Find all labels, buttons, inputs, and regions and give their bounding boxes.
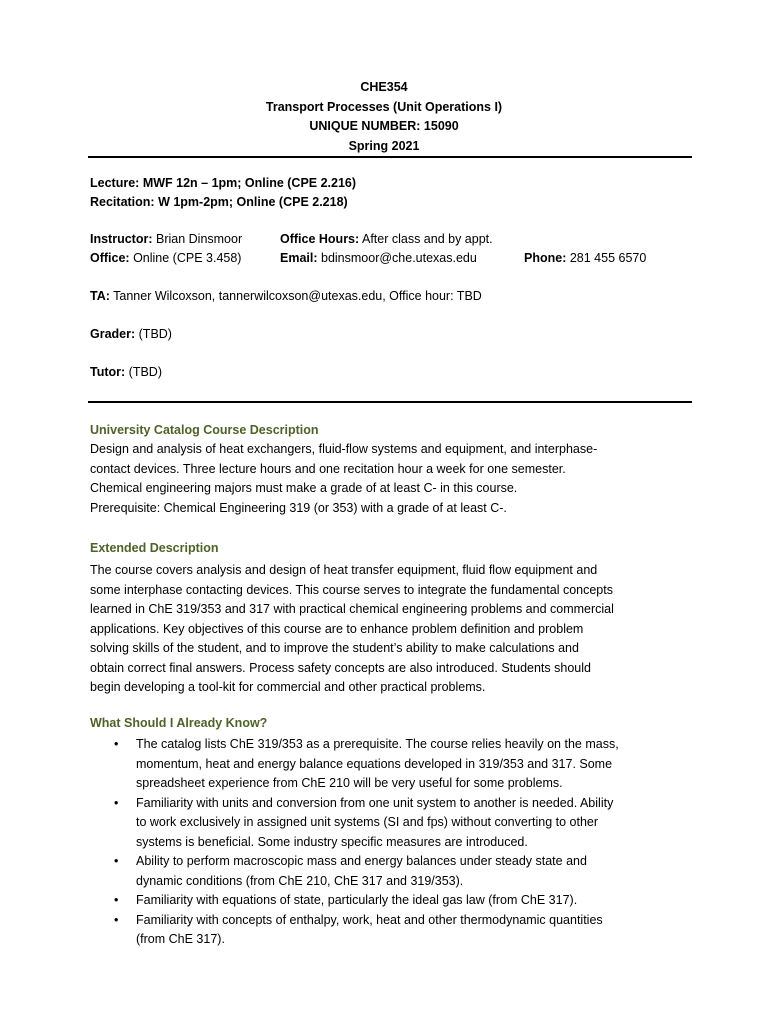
catalog-title: University Catalog Course Description xyxy=(90,423,319,437)
grader-line xyxy=(90,325,172,345)
extended-line: begin developing a tool-kit for commercial and other practical problems. xyxy=(90,680,486,694)
office-value: Online (CPE 3.458) xyxy=(133,251,242,265)
list-item-line: momentum, heat and energy balance equations developed in 319/353 and 317. Some xyxy=(136,756,613,771)
list-item-line: Familiarity with units and conversion from one unit system to another is needed. Ability xyxy=(136,795,614,810)
ta-value: Tanner Wilcoxson, tannerwilcoxson@utexas.edu, Office hour: TBD xyxy=(113,289,482,303)
instructor-field xyxy=(90,230,242,250)
ta-label: TA: xyxy=(90,289,110,303)
extended-title: Extended Description xyxy=(90,541,219,555)
list-item xyxy=(90,735,690,794)
list-item-line: systems is beneficial. Some industry specific measures are introduced. xyxy=(136,834,528,849)
tutor-line xyxy=(90,363,162,383)
info-divider xyxy=(88,401,692,403)
email-value[interactable]: bdinsmoor@che.utexas.edu xyxy=(321,251,477,265)
list-item-line: dynamic conditions (from ChE 210, ChE 317 and 319/353). xyxy=(136,873,464,888)
tutor-label: Tutor: xyxy=(90,365,126,379)
office-hours-label: Office Hours: xyxy=(280,232,360,246)
instructor-label: Instructor: xyxy=(90,232,153,246)
extended-line: obtain correct final answers. Process safety concepts are also introduced. Students should xyxy=(90,660,591,675)
list-item-line: The catalog lists ChE 319/353 as a prerequisite. The course relies heavily on the mass, xyxy=(136,737,619,751)
course-code: CHE354 xyxy=(360,80,408,94)
catalog-line: contact devices. Three lecture hours and one recitation hour a week for one semester. xyxy=(90,461,566,476)
email-field xyxy=(280,249,477,269)
term: Spring 2021 xyxy=(348,138,420,153)
list-item-line: Familiarity with concepts of enthalpy, work, heat and other thermodynamic quantities xyxy=(136,912,603,927)
course-title: Transport Processes (Unit Operations I) xyxy=(265,99,503,114)
bullet-icon: • xyxy=(114,893,119,907)
lecture-line xyxy=(90,174,356,194)
extended-line: some interphase contacting devices. This course serves to integrate the fundamental concepts xyxy=(90,582,613,597)
list-item-line: Familiarity with equations of state, particularly the ideal gas law (from ChE 317). xyxy=(136,893,578,907)
grader-value: (TBD) xyxy=(138,327,172,341)
list-item-line: (from ChE 317). xyxy=(136,932,225,946)
phone-field xyxy=(524,249,646,269)
list-item xyxy=(90,891,690,911)
office-hours-field xyxy=(280,230,493,250)
unique-number: UNIQUE NUMBER: 15090 xyxy=(309,119,459,133)
ta-line xyxy=(90,287,482,307)
extended-line: learned in ChE 319/353 and 317 with practical chemical engineering problems and commercial xyxy=(90,602,614,616)
catalog-description xyxy=(90,440,655,518)
catalog-line: Chemical engineering majors must make a grade of at least C- in this course. xyxy=(90,481,518,495)
recitation-line xyxy=(90,193,348,213)
lecture-value: MWF 12n – 1pm; Online (CPE 2.216) xyxy=(142,176,357,190)
extended-line: solving skills of the student, and to improve the student’s ability to make calculations and xyxy=(90,641,579,655)
office-field xyxy=(90,249,241,269)
course-header xyxy=(0,78,768,156)
recitation-value: W 1pm-2pm; Online (CPE 2.218) xyxy=(158,195,348,209)
tutor-value: (TBD) xyxy=(128,365,162,379)
bullet-icon: • xyxy=(114,854,119,868)
list-item xyxy=(90,794,690,853)
office-label: Office: xyxy=(90,251,130,265)
office-hours-value: After class and by appt. xyxy=(361,232,493,246)
grader-label: Grader: xyxy=(90,327,136,341)
catalog-line: Design and analysis of heat exchangers, fluid-flow systems and equipment, and interphase- xyxy=(90,442,598,456)
catalog-line: Prerequisite: Chemical Engineering 319 (or 353) with a grade of at least C-. xyxy=(90,500,507,515)
bullet-icon: • xyxy=(114,912,119,927)
extended-description xyxy=(90,561,655,698)
phone-value: 281 455 6570 xyxy=(569,251,647,265)
extended-line: applications. Key objectives of this course are to enhance problem definition and problem xyxy=(90,621,584,636)
instructor-value: Brian Dinsmoor xyxy=(155,232,243,246)
bullet-icon: • xyxy=(114,795,119,810)
recitation-label: Recitation: xyxy=(90,195,155,209)
prerequisite-knowledge-list xyxy=(90,735,690,950)
header-divider xyxy=(88,156,692,158)
bullet-icon: • xyxy=(114,737,119,751)
extended-line: The course covers analysis and design of heat transfer equipment, fluid flow equipment and xyxy=(90,563,598,577)
email-label: Email: xyxy=(280,251,318,265)
list-item-line: Ability to perform macroscopic mass and energy balances under steady state and xyxy=(136,854,587,868)
list-item-line: spreadsheet experience from ChE 210 will be very useful for some problems. xyxy=(136,776,563,790)
list-item xyxy=(90,852,690,891)
know-title: What Should I Already Know? xyxy=(90,716,268,730)
phone-label: Phone: xyxy=(524,251,567,265)
list-item-line: to work exclusively in assigned unit systems (SI and fps) without converting to other xyxy=(136,815,599,829)
lecture-label: Lecture: xyxy=(90,176,140,190)
list-item xyxy=(90,911,690,950)
